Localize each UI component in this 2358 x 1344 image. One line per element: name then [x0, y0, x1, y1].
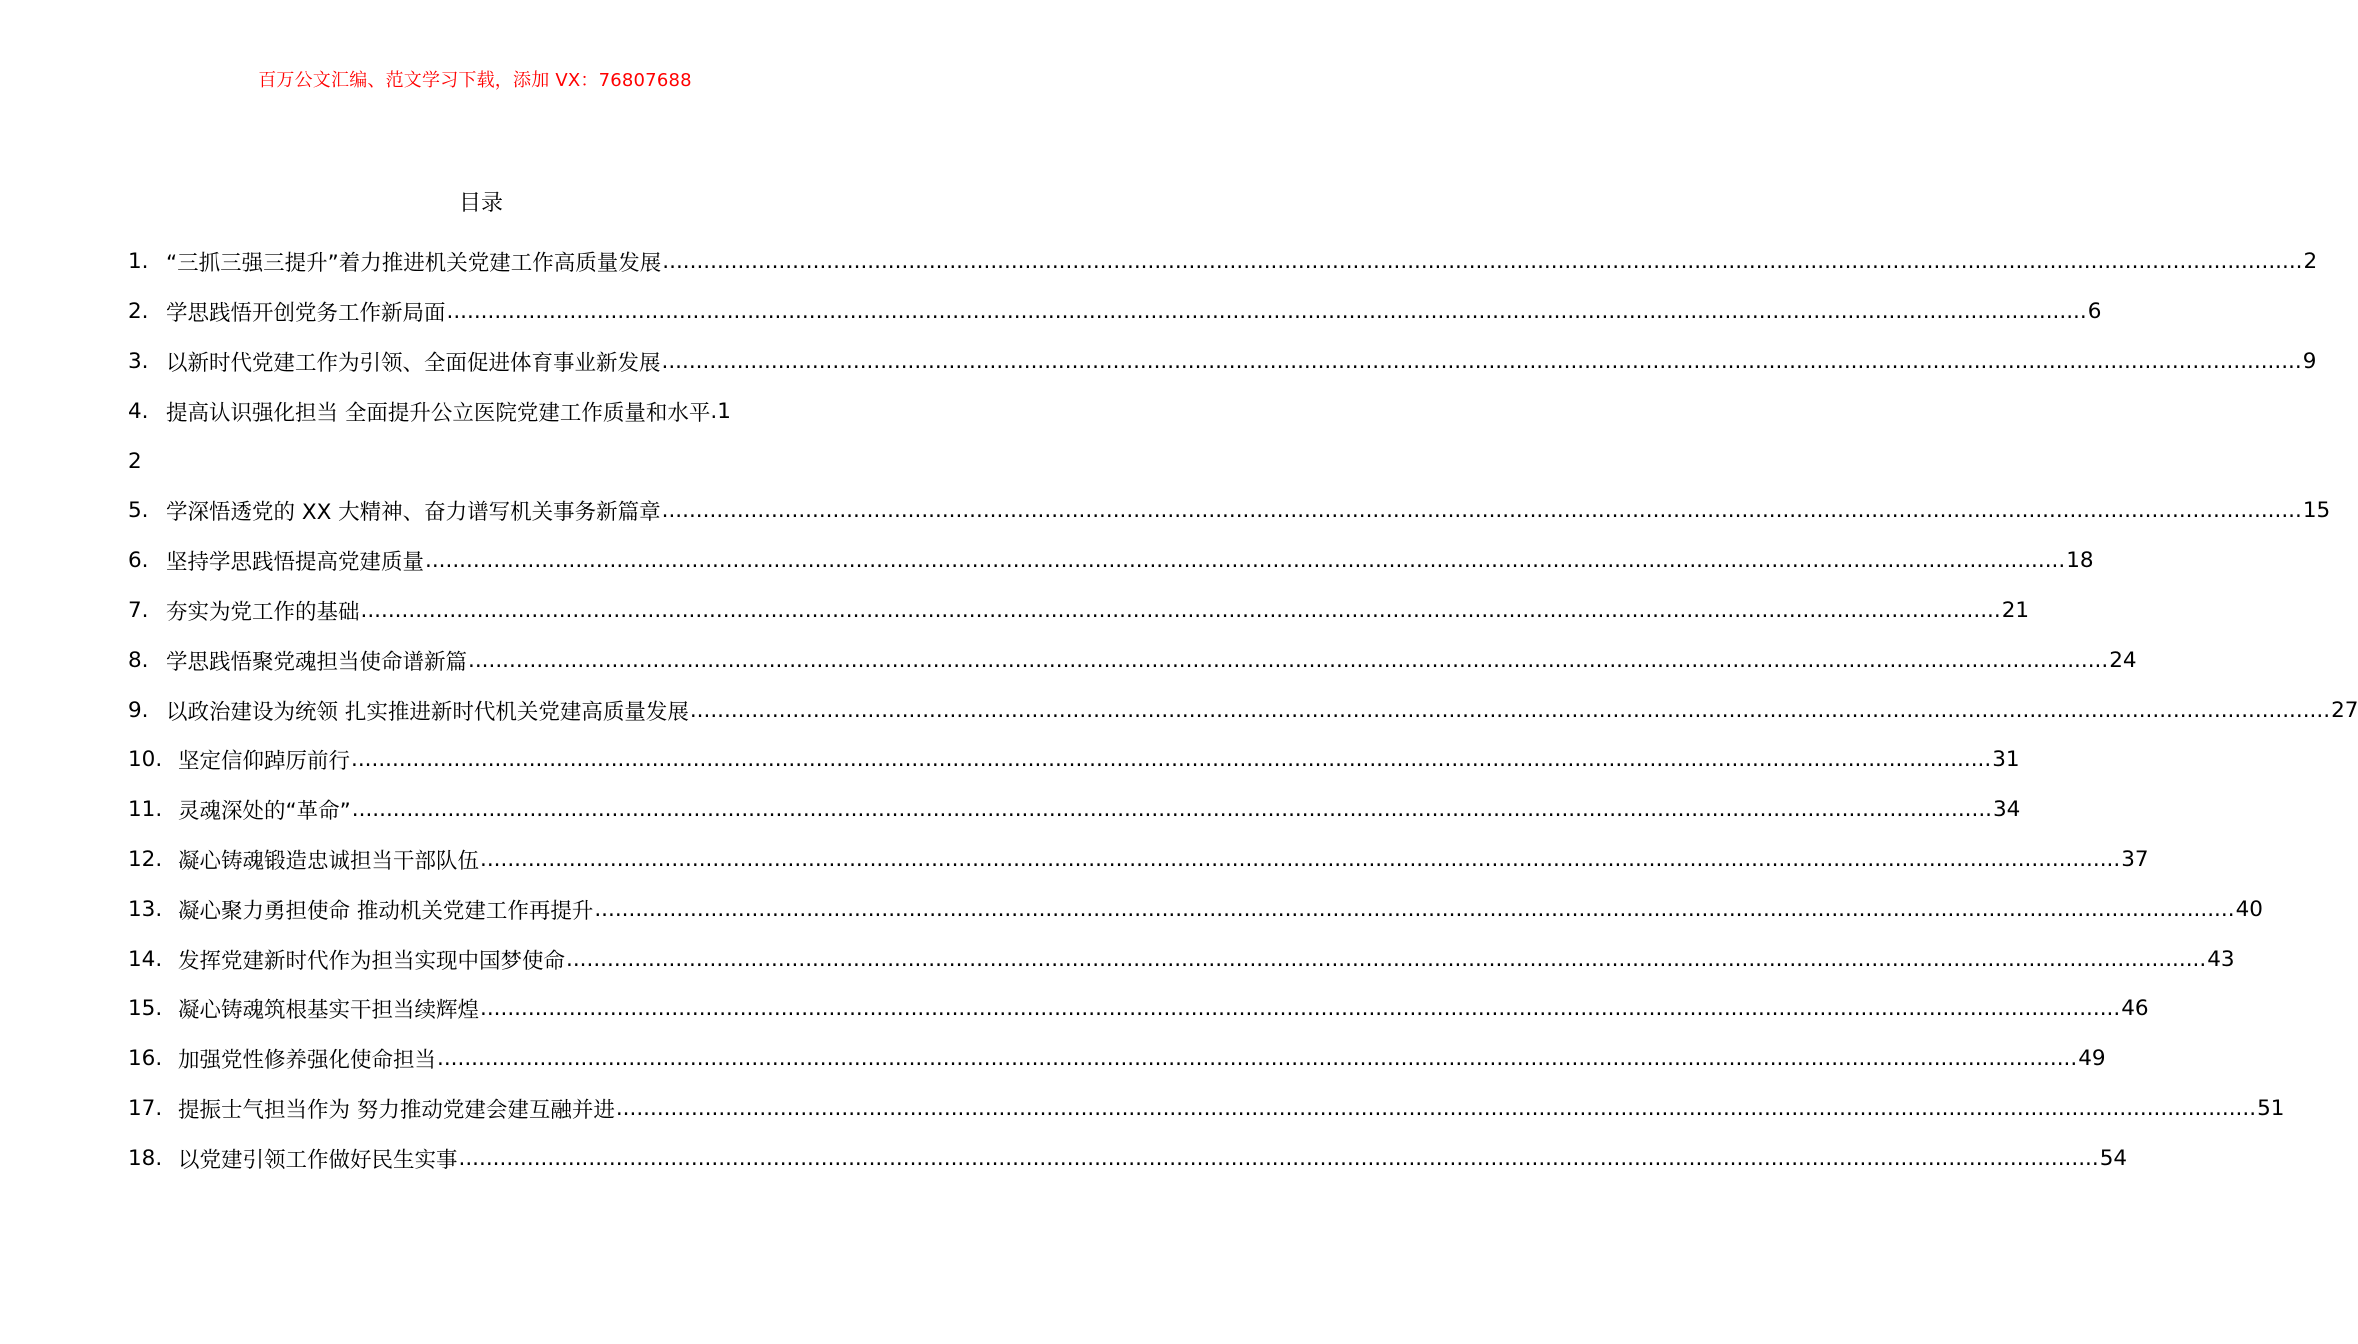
toc-leader-dots: [594, 897, 2234, 922]
toc-entry[interactable]: [128, 486, 2331, 536]
toc-entry-page: 18: [2066, 548, 2094, 574]
toc-entry-title: 提高认识强化担当 全面提升公立医院党建工作质量和水平: [166, 400, 711, 426]
toc-leader-dots: [459, 1146, 2099, 1171]
toc-leader-dot: .: [710, 398, 718, 424]
toc-entry-title: 夯实为党工作的基础: [166, 599, 360, 625]
toc-leader-dots: [352, 797, 1992, 822]
toc-entry-title: 提振士气担当作为 努力推动党建会建互融并进: [178, 1097, 615, 1123]
toc-entry[interactable]: [128, 735, 2020, 785]
toc-entry[interactable]: [128, 685, 2358, 735]
toc-entry-page: 1: [717, 398, 731, 424]
toc-leader-dots: [351, 747, 1991, 772]
toc-entry-page: 15: [2302, 498, 2331, 524]
toc-entry-page-continued: [128, 436, 832, 486]
toc-leader-dots: [616, 1096, 2256, 1121]
toc-entry-title: 坚持学思践悟提高党建质量: [166, 550, 425, 576]
toc-entry-title: 以新时代党建工作为引领、全面促进体育事业新发展: [166, 350, 661, 376]
toc-entry[interactable]: [128, 1133, 2128, 1183]
toc-entry-page: 21: [2001, 597, 2030, 623]
toc-entry[interactable]: [128, 934, 2235, 984]
toc-entry[interactable]: [128, 1084, 2285, 1134]
toc-entry-page: 43: [2207, 946, 2235, 972]
toc-entry-page: 27: [2331, 697, 2358, 723]
toc-entry-page: 34: [1993, 797, 2021, 823]
toc-entry[interactable]: [128, 386, 832, 436]
toc-entry-number: 13.: [128, 896, 163, 922]
toc-entry[interactable]: [128, 337, 2317, 387]
toc-entry-number: 14.: [128, 946, 163, 972]
toc-entry-title: 凝心铸魂锻造忠诚担当干部队伍: [178, 848, 480, 874]
toc-leader-dots: [566, 947, 2206, 972]
toc-leader-dots: [361, 598, 2001, 623]
toc-entry-title: “三抓三强三提升”着力推进机关党建工作高质量发展: [166, 251, 662, 277]
toc-entry-page: 31: [1992, 747, 2020, 773]
toc-title: 目录: [458, 191, 503, 216]
toc-entry-number: 12.: [128, 846, 163, 872]
toc-entry-title: 凝心聚力勇担使命 推动机关党建工作再提升: [178, 898, 594, 924]
toc-entry-page: 49: [2078, 1046, 2106, 1072]
toc-entry-title: 发挥党建新时代作为担当实现中国梦使命: [178, 948, 566, 974]
toc-entry[interactable]: [128, 635, 2137, 685]
toc-entry-page: 6: [2087, 299, 2102, 325]
toc-leader-dots: [480, 847, 2120, 872]
toc-entry-title: 以政治建设为统领 扎实推进新时代机关党建高质量发展: [166, 699, 689, 725]
toc-entry-title: 灵魂深处的“革命”: [178, 799, 351, 825]
toc-entry-number: 8.: [128, 647, 149, 673]
toc-entry-number: 3.: [128, 348, 149, 374]
toc-entry[interactable]: [128, 237, 2318, 287]
toc-entry-number: 17.: [128, 1095, 163, 1121]
toc-entry-page: 46: [2121, 996, 2149, 1022]
toc-entry-number: 16.: [128, 1046, 163, 1072]
toc-entry-page: 40: [2235, 896, 2263, 922]
toc-leader-dots: [437, 1046, 2077, 1071]
toc-entry-page: 51: [2257, 1095, 2285, 1121]
toc-entry[interactable]: [128, 586, 2030, 636]
toc-entry-number: 11.: [128, 797, 163, 823]
toc-entry[interactable]: [128, 884, 2263, 934]
toc-entry-page: 9: [2302, 348, 2317, 374]
toc-entry-number: 15.: [128, 996, 163, 1022]
toc-leader-dots: [468, 648, 2108, 673]
toc-entry-title: 学深悟透党的 XX 大精神、奋力谱写机关事务新篇章: [166, 500, 661, 526]
header-banner: 百万公文汇编、范文学习下载，添加 VX：76807688: [258, 70, 692, 91]
toc-leader-dots: [447, 299, 2087, 324]
toc-entry[interactable]: [128, 536, 2094, 586]
toc-leader-dots: [662, 349, 2302, 374]
toc-entry-number: 9.: [128, 697, 149, 723]
toc-entry-number: 5.: [128, 498, 149, 524]
toc-entry-number: 6.: [128, 548, 149, 574]
table-of-contents: [128, 237, 2358, 1183]
toc-entry-title: 坚定信仰踔厉前行: [178, 749, 351, 775]
toc-leader-dots: [425, 548, 2065, 573]
toc-entry-page: 2: [2303, 249, 2318, 275]
toc-entry-number: 2.: [128, 299, 149, 325]
toc-entry-page: 24: [2109, 647, 2137, 673]
toc-entry[interactable]: [128, 835, 2149, 885]
toc-leader-dots: [690, 698, 2330, 723]
toc-entry[interactable]: [128, 785, 2021, 835]
toc-entry-page: 37: [2121, 846, 2149, 872]
toc-leader-dots: [662, 498, 2302, 523]
toc-entry[interactable]: [128, 1034, 2106, 1084]
toc-entry-number: 10.: [128, 747, 163, 773]
toc-entry-number: 18.: [128, 1145, 163, 1171]
toc-entry-number: 7.: [128, 597, 149, 623]
toc-entry-page-continued-text: 2: [128, 448, 142, 474]
toc-entry-title: 加强党性修养强化使命担当: [178, 1048, 437, 1074]
toc-entry-number: 1.: [128, 249, 149, 275]
toc-entry-page: 54: [2099, 1145, 2128, 1171]
toc-leader-dots: [480, 996, 2120, 1021]
toc-entry-title: 凝心铸魂筑根基实干担当续辉煌: [178, 998, 480, 1024]
toc-entry[interactable]: [128, 984, 2149, 1034]
toc-entry-title: 以党建引领工作做好民生实事: [178, 1147, 458, 1173]
toc-entry[interactable]: [128, 287, 2102, 337]
toc-entry-title: 学思践悟聚党魂担当使命谱新篇: [166, 649, 468, 675]
toc-entry-number: 4.: [128, 398, 149, 424]
toc-leader-dots: [662, 249, 2302, 274]
toc-entry-title: 学思践悟开创党务工作新局面: [166, 301, 446, 327]
